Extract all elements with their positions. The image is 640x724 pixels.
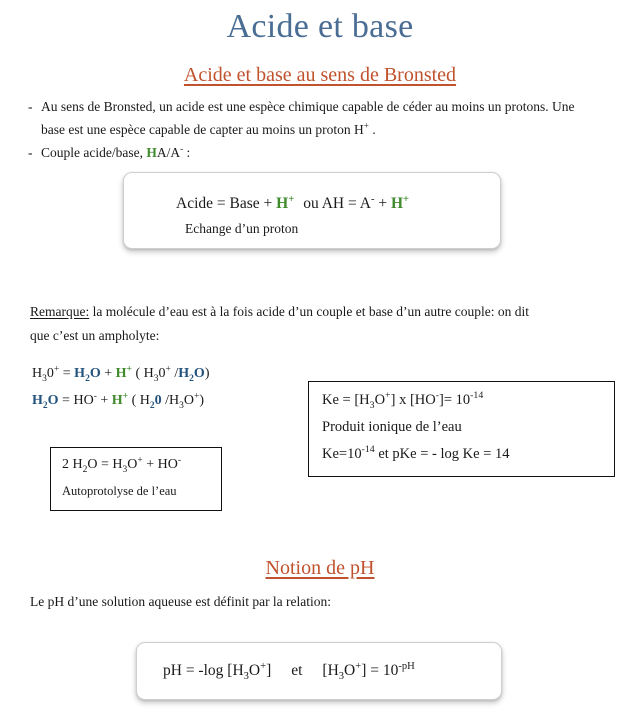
- eq2-couple-open: ( H: [128, 393, 150, 409]
- eq2-plus: +: [96, 393, 112, 409]
- eq1-left-sup: +: [53, 364, 60, 375]
- formula-caption-echange: Echange d’un proton: [185, 221, 299, 236]
- eq1-couple-slash: /: [170, 366, 179, 381]
- eq2-couple-slash: /H: [161, 393, 180, 409]
- auto-b: O = H: [87, 457, 123, 472]
- bullet-marker: -: [28, 144, 33, 160]
- bullet-text-bronsted: [41, 96, 588, 142]
- ph-sub1: 3: [243, 671, 249, 683]
- formula-ou-text: ou AH = A: [303, 195, 371, 212]
- eq1-couple-open: ( H: [131, 366, 154, 381]
- list-item: [28, 142, 588, 165]
- eq2-couple-rest: O: [183, 393, 195, 409]
- ph-sub2: 3: [338, 671, 345, 683]
- eq2-couple-sup: +: [194, 391, 200, 402]
- auto-c: O: [127, 457, 138, 472]
- bullet-line-2: protons. Une base est une espèce capable de capter au moins un proton H: [41, 99, 575, 137]
- proton-label-2: H: [390, 195, 404, 212]
- eq1-left-h: H: [32, 366, 43, 381]
- auto-d: + HO: [142, 457, 178, 472]
- bullet-marker: -: [28, 99, 33, 114]
- ke-line1-sup2: -: [435, 390, 439, 402]
- eq2-water-rest: O: [47, 393, 59, 409]
- formula-plus: +: [374, 195, 391, 212]
- ke-line3-sup: -14: [361, 444, 375, 456]
- eq2-equals: =: [58, 393, 74, 409]
- list-item: [28, 96, 588, 142]
- eq2-couple-sub2: 3: [179, 401, 184, 412]
- ke-definition-line: [322, 392, 483, 409]
- eq1-equals: =: [59, 366, 75, 381]
- formula-acide-base: [176, 195, 409, 213]
- autoprotolyse-equation: [62, 457, 181, 473]
- section-heading-notion-de-ph: Notion de pH: [265, 557, 375, 579]
- autoprotolyse-caption: Autoprotolyse de l’eau: [62, 484, 177, 498]
- ke-line3-b: et pKe = - log Ke = 14: [374, 446, 510, 462]
- proton-label-1: H: [276, 195, 289, 212]
- bullet-text-couple: [41, 142, 588, 165]
- ph-b: O: [248, 662, 261, 679]
- eq1-couple-water-rest: O: [193, 366, 205, 381]
- bullet-tail: .: [368, 121, 376, 137]
- ke-line1-sub: 3: [369, 399, 375, 411]
- couple-prefix: Couple acide/base,: [41, 144, 147, 160]
- section-heading-bronsted: Acide et base au sens de Bronsted: [183, 64, 457, 86]
- remarque-line-2: que c’est un ampholyte:: [30, 327, 160, 343]
- ph-d: [H: [322, 662, 339, 679]
- eq2-couple-sub: 2: [149, 401, 155, 412]
- remarque-line-1: la molécule d’eau est à la fois acide d’un couple et base d’un autre couple: on dit: [89, 304, 529, 319]
- ke-line3-a: Ke=10: [322, 446, 362, 462]
- bullet-line-1: Au sens de Bronsted, un acide est une espèce chimique capable de céder au moins un: [41, 99, 502, 114]
- eq1-couple-water: H: [178, 366, 190, 381]
- eq2-water: H: [32, 393, 43, 409]
- remarque-paragraph: [30, 300, 590, 347]
- formula-box-ph: [136, 642, 502, 700]
- eq1-couple-close: ): [204, 366, 210, 381]
- equation-row-2: [32, 387, 209, 414]
- ph-c: ]: [266, 662, 272, 679]
- eq1-left-sub: 3: [42, 373, 47, 384]
- ke-pke-line: [322, 446, 509, 463]
- bullet-list: [28, 96, 588, 165]
- ke-line1-b: O: [374, 392, 386, 408]
- formula-box-autoprotolyse: [50, 447, 222, 511]
- proton-superscript-2: +: [403, 193, 410, 205]
- ph-sup3: -pH: [398, 660, 415, 672]
- equation-row-1: [32, 360, 209, 387]
- ke-line1-sup3: -14: [470, 390, 484, 402]
- eq1-water-sub: 2: [85, 373, 90, 384]
- couple-acid-h: H: [146, 144, 157, 160]
- formula-box-ke: [308, 381, 615, 477]
- proton-superscript-1: +: [288, 193, 295, 205]
- ke-line1-sup1: +: [385, 390, 391, 402]
- ph-sup2: +: [355, 660, 362, 672]
- eq1-couple-sub: 3: [153, 373, 159, 384]
- auto-sup1: +: [137, 455, 143, 466]
- eq1-couple-mid: 0: [158, 366, 166, 381]
- page-title: Acide et base: [226, 8, 414, 45]
- ph-formula: [163, 660, 415, 683]
- eq2-couple-mid: 0: [154, 393, 162, 409]
- eq2-couple-close: ): [199, 393, 205, 409]
- anion-superscript: -: [370, 193, 375, 205]
- ph-et: et: [291, 662, 303, 679]
- couple-suffix: :: [183, 144, 191, 160]
- eq1-couple-sup: +: [165, 364, 171, 375]
- formula-box-acide-base: [123, 172, 501, 249]
- eq1-plus: +: [100, 366, 116, 381]
- auto-sub2: 3: [122, 464, 128, 475]
- ph-intro-text: Le pH d’une solution aqueuse est définit par la relation:: [30, 594, 332, 609]
- eq1-proton-sup: +: [126, 364, 132, 375]
- proton-superscript: +: [363, 120, 369, 131]
- eq2-proton-sup: +: [122, 391, 129, 402]
- ph-a: pH = -log [H: [163, 662, 244, 679]
- ke-line1-a: Ke = [H: [322, 392, 370, 408]
- eq1-left-rest: 0: [46, 366, 54, 381]
- ke-caption-produit-ionique: Produit ionique de l’eau: [322, 419, 462, 435]
- auto-sup2: -: [177, 455, 182, 466]
- couple-rest: A/A: [156, 144, 181, 160]
- auto-sub1: 2: [82, 464, 88, 475]
- eq2-proton: H: [111, 393, 123, 409]
- ph-e: O: [344, 662, 356, 679]
- ke-line1-d: ]= 10: [439, 392, 471, 408]
- eq1-water-rest: O: [89, 366, 101, 381]
- couple-charge-superscript: -: [180, 143, 184, 154]
- eq2-hydroxide-sup: -: [93, 391, 97, 402]
- eq2-hydroxide: HO: [73, 393, 94, 409]
- eq1-water: H: [74, 366, 86, 381]
- eq1-couple-water-sub: 2: [189, 373, 194, 384]
- ph-sup1: +: [260, 660, 267, 672]
- formula-acide-text: Acide = Base +: [176, 195, 277, 212]
- ampholyte-equations: [32, 360, 209, 415]
- eq2-water-sub: 2: [42, 401, 48, 412]
- remarque-label: Remarque:: [30, 304, 90, 319]
- auto-a: 2 H: [62, 457, 83, 472]
- eq1-proton: H: [115, 366, 127, 381]
- ke-line1-c: ] x [HO: [390, 392, 436, 408]
- ph-f: ] = 10: [361, 662, 399, 679]
